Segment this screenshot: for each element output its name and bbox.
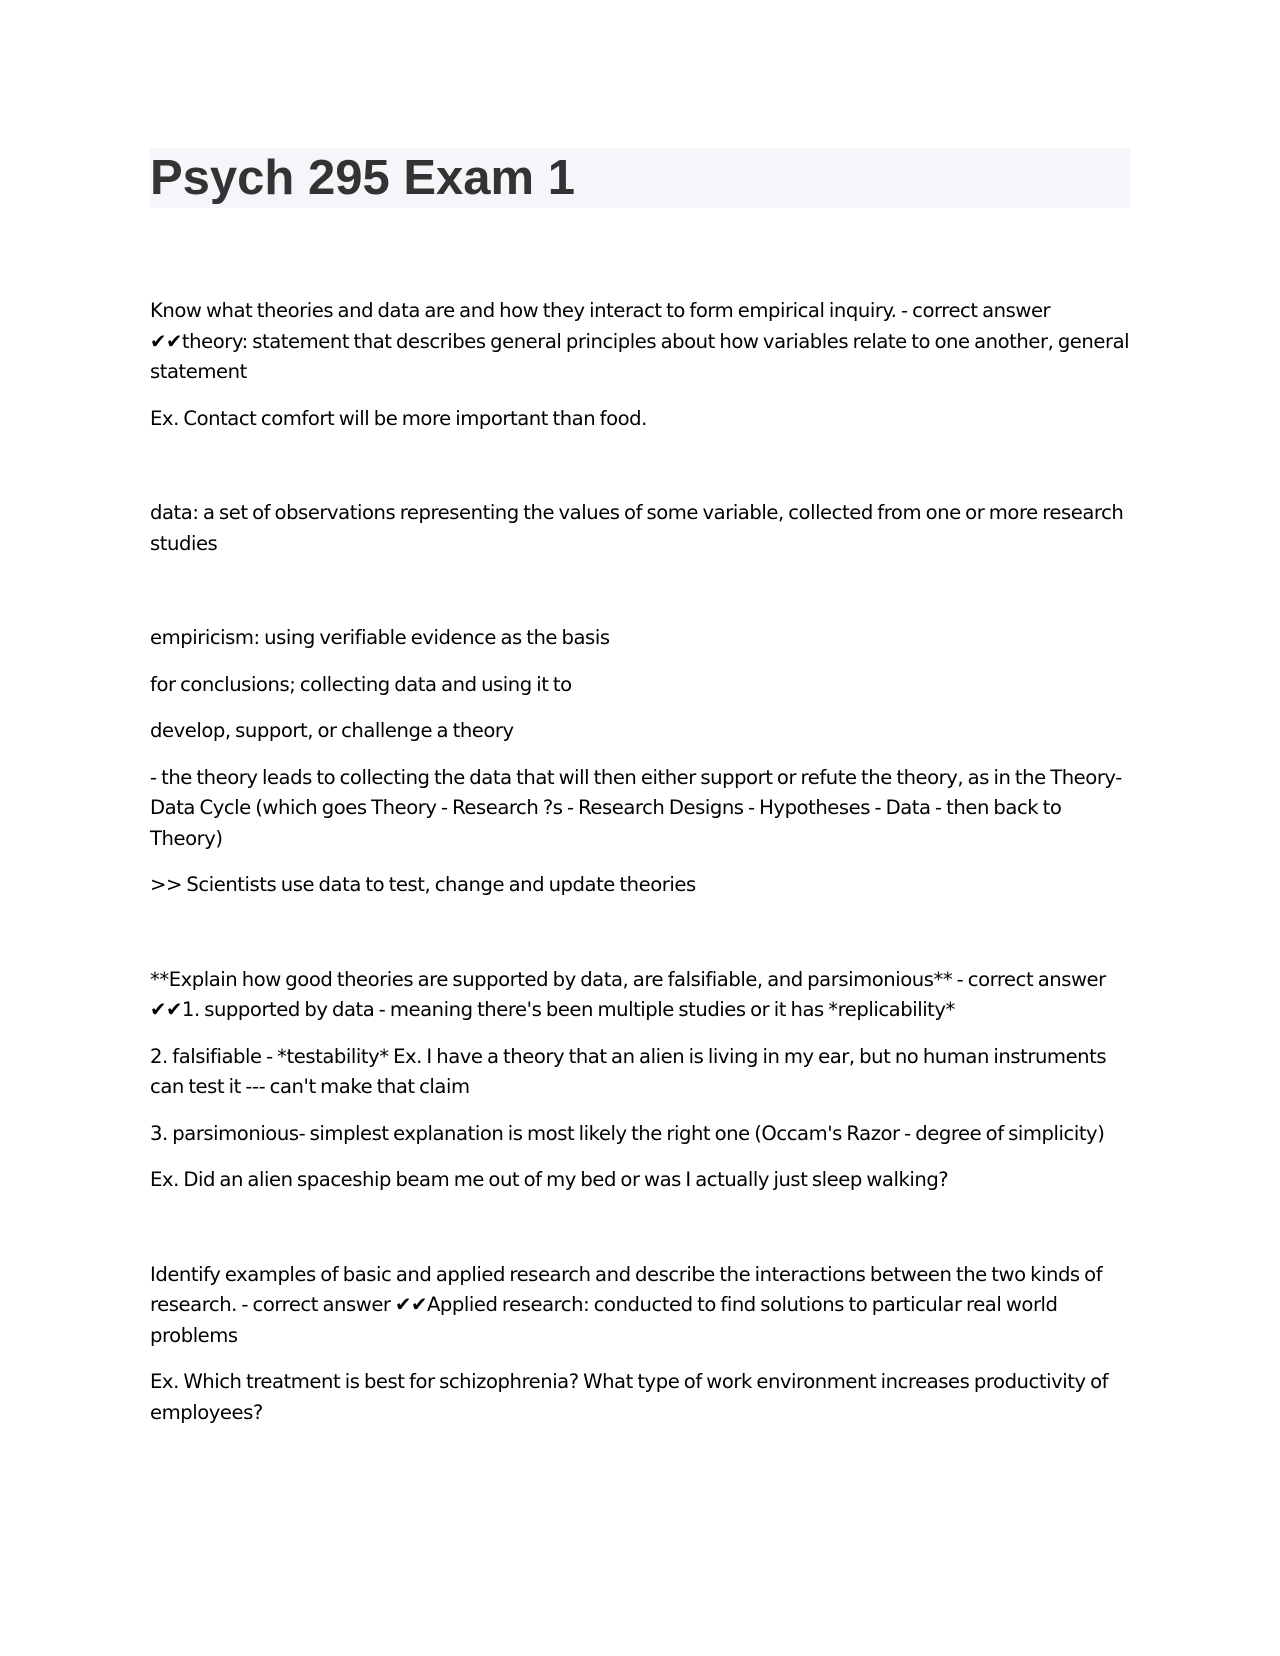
paragraph: Ex. Contact comfort will be more important than food. [150, 406, 647, 430]
paragraph: Know what theories and data are and how they interact to form empirical inquiry. - correct answer ✔✔theory: statement that describes general principles about how variables relate to one another, general statement [150, 299, 1130, 383]
blank-line [150, 1212, 1130, 1260]
paragraph: develop, support, or challenge a theory [150, 719, 514, 742]
document-body [150, 296, 1130, 1428]
paragraph: - the theory leads to collecting the data that will then either support or refute the theory, as in the Theory-Data Cycle (which goes Theory - Research ?s - Research Designs - Hypotheses - Data - then back to Theory) [150, 765, 1122, 850]
paragraph: Ex. Which treatment is best for schizophrenia? What type of work environment increases productivity of employees? [150, 1370, 1109, 1424]
paragraph: 2. falsifiable - *testability* Ex. I have a theory that an alien is living in my ear, but no human instruments can test it --- can't make that claim [150, 1044, 1107, 1098]
blank-line [150, 917, 1130, 965]
title-bar [150, 148, 1130, 208]
paragraph: data: a set of observations representing the values of some variable, collected from one or more research studies [150, 501, 1124, 555]
paragraph: >> Scientists use data to test, change and update theories [150, 873, 696, 896]
paragraph: Ex. Did an alien spaceship beam me out of my bed or was I actually just sleep walking? [150, 1168, 949, 1191]
document-page [150, 148, 1130, 1444]
blank-line [150, 450, 1130, 498]
paragraph: empiricism: using verifiable evidence as the basis [150, 626, 610, 649]
paragraph: **Explain how good theories are supported by data, are falsifiable, and parsimonious** - correct answer ✔✔1. supported by data - meaning there's been multiple studies or it has *replicability* [150, 967, 1106, 1021]
paragraph: for conclusions; collecting data and using it to [150, 672, 572, 696]
document-title: Psych 295 Exam 1 [150, 151, 575, 205]
paragraph: 3. parsimonious- simplest explanation is most likely the right one (Occam's Razor - degree of simplicity) [150, 1121, 1105, 1145]
paragraph: Identify examples of basic and applied research and describe the interactions between the two kinds of research. - correct answer ✔✔Applied research: conducted to find solutions to particular real world problems [150, 1262, 1103, 1347]
blank-line [150, 575, 1130, 623]
